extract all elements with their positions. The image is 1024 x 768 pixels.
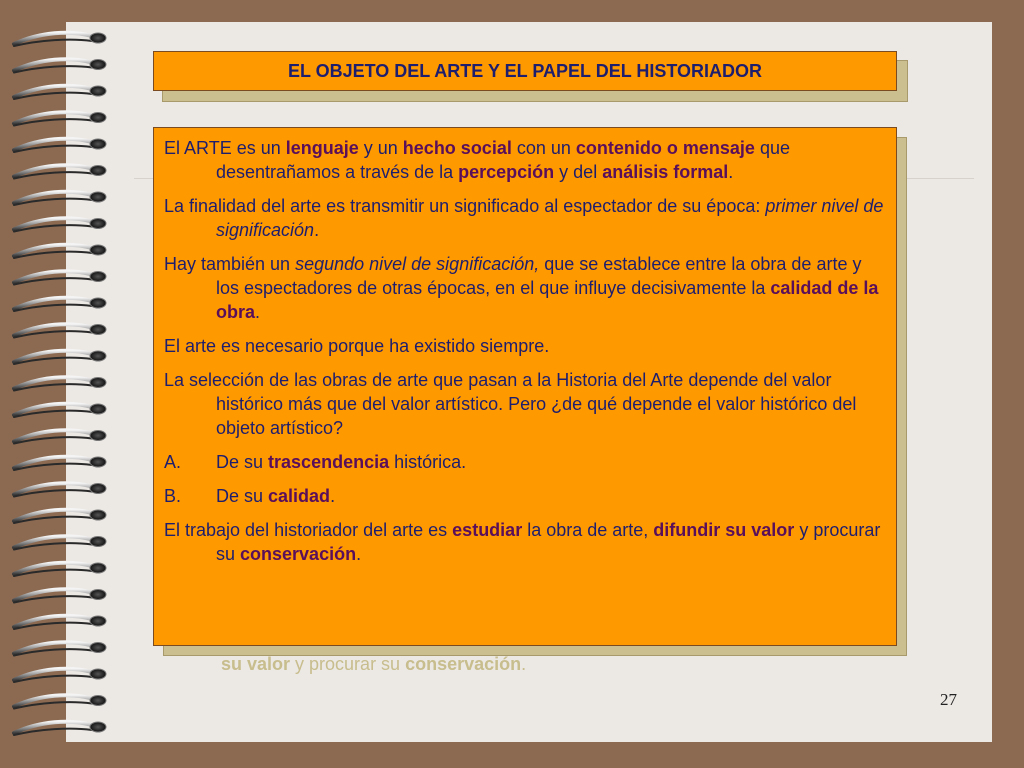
spiral-ring-icon: [14, 165, 106, 178]
text-shadow-overflow: su valor y procurar su conservación.: [221, 654, 527, 674]
spiral-ring-icon: [14, 351, 106, 364]
spiral-ring-icon: [14, 536, 106, 549]
spiral-ring-icon: [14, 695, 106, 708]
spiral-ring-icon: [14, 33, 106, 46]
spiral-ring-icon: [14, 404, 106, 417]
spiral-ring-icon: [14, 59, 106, 72]
paragraph-necesario: El arte es necesario porque ha existido siempre.: [164, 336, 550, 356]
spiral-ring-icon: [14, 589, 106, 602]
spiral-ring-icon: [14, 642, 106, 655]
spiral-rings-icon: [0, 8, 134, 746]
list-item-a: A. De su trascendencia histórica.: [164, 452, 467, 472]
slide-number: 27: [940, 690, 957, 709]
spiral-ring-icon: [14, 457, 106, 470]
paragraph-seleccion: La selección de las obras de arte que pasan a la Historia del Arte depende del valor histórico más que del valor artístico. Pero ¿de qué depende el valor histórico del objeto artístico?: [164, 370, 857, 438]
spiral-ring-icon: [14, 139, 106, 152]
spiral-ring-icon: [14, 377, 106, 390]
spiral-ring-icon: [14, 430, 106, 443]
spiral-ring-icon: [14, 112, 106, 125]
paragraph-arte-lenguaje: El ARTE es un lenguaje y un hecho social con un contenido o mensaje que desentrañamos a través de la percepción y del análisis formal.: [164, 138, 790, 182]
spiral-ring-icon: [14, 722, 106, 735]
spiral-ring-icon: [14, 245, 106, 258]
spiral-ring-icon: [14, 483, 106, 496]
spiral-ring-icon: [14, 86, 106, 99]
paragraph-historiador: El trabajo del historiador del arte es estudiar la obra de arte, difundir su valor y procurar su conservación.: [164, 520, 881, 564]
spiral-ring-icon: [14, 192, 106, 205]
paragraph-segundo-nivel: Hay también un segundo nivel de significación, que se establece entre la obra de arte y los espectadores de otras épocas, en el que influye decisivamente la calidad de la obra.: [164, 254, 879, 322]
spiral-ring-icon: [14, 218, 106, 231]
spiral-ring-icon: [14, 271, 106, 284]
spiral-ring-icon: [14, 298, 106, 311]
spiral-ring-icon: [14, 510, 106, 523]
list-item-b: B. De su calidad.: [164, 486, 336, 506]
slide-content: [164, 136, 886, 576]
spiral-ring-icon: [14, 616, 106, 629]
paragraph-finalidad: La finalidad del arte es transmitir un significado al espectador de su época: primer nivel de significación.: [164, 196, 884, 240]
spiral-binding: [0, 8, 134, 746]
slide-title: EL OBJETO DEL ARTE Y EL PAPEL DEL HISTORIADOR: [287, 60, 763, 81]
spiral-ring-icon: [14, 563, 106, 576]
title-box: [153, 51, 897, 91]
spiral-ring-icon: [14, 324, 106, 337]
spiral-ring-icon: [14, 669, 106, 682]
